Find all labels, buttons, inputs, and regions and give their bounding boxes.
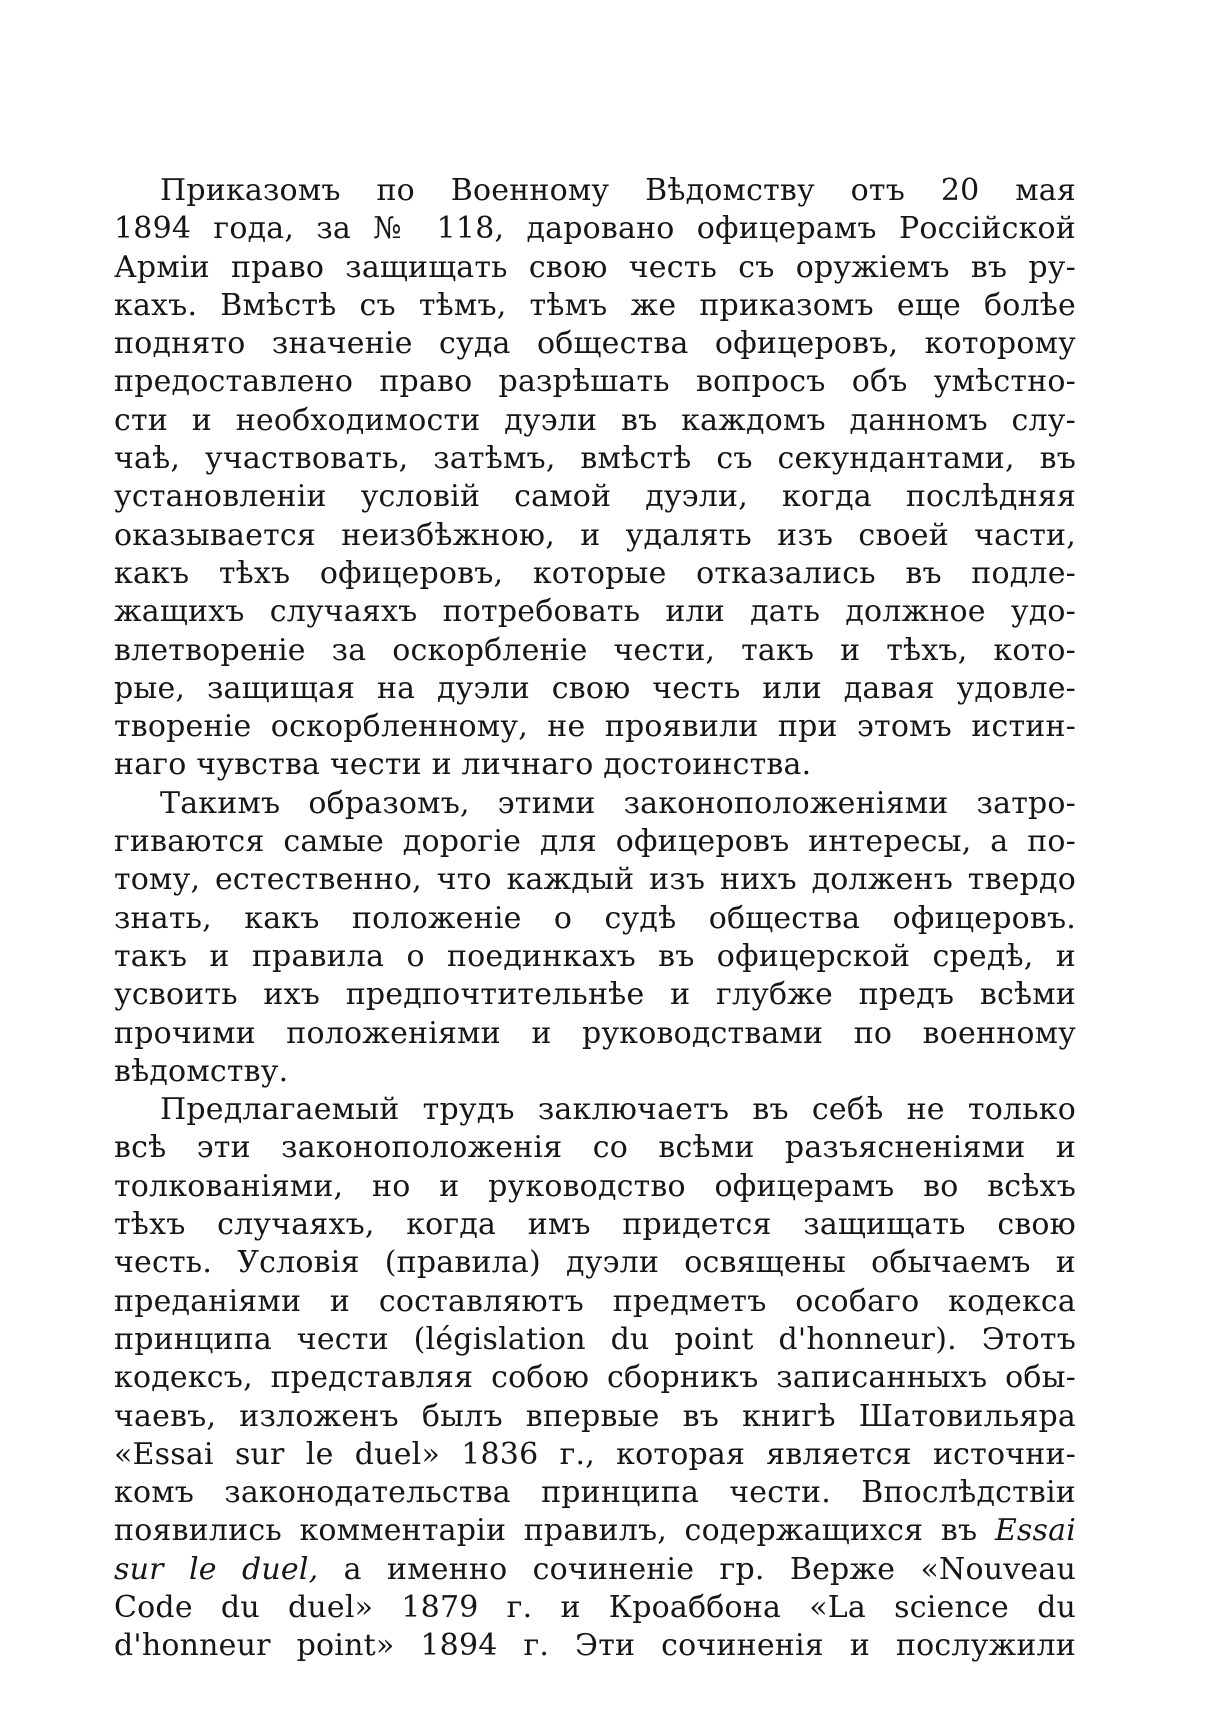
- text-line: [114, 1321, 1076, 1359]
- text-run: тѣхъ случаяхъ, когда имъ придется защищать свою: [114, 1207, 1076, 1243]
- text-run: оказывается неизбѣжною, и удалять изъ своей части,: [114, 517, 1076, 553]
- text-line: [114, 402, 1076, 440]
- text-run: всѣ эти законоположенія со всѣми разъясненіями и: [114, 1130, 1076, 1166]
- text-run: вѣдомству.: [114, 1053, 289, 1089]
- text-run: Такимъ образомъ, этими законоположеніями затро-: [160, 785, 1076, 821]
- text-line: [114, 287, 1076, 325]
- text-line: [114, 1244, 1076, 1282]
- text-run: Арміи право защищать свою честь съ оружіемъ въ ру-: [114, 249, 1076, 285]
- text-line: [114, 746, 1076, 784]
- text-run: знать, какъ положеніе о судѣ общества офицеровъ.: [114, 900, 1076, 936]
- text-line: [114, 325, 1076, 363]
- text-run: а именно сочиненіе гр. Верже «Nouveau: [318, 1551, 1076, 1587]
- text-line: [114, 861, 1076, 899]
- text-run: толкованіями, но и руководство офицерамъ во всѣхъ: [114, 1168, 1076, 1204]
- italic-text-run: sur le duel,: [114, 1551, 319, 1587]
- text-run: сти и необходимости дуэли въ каждомъ данномъ слу-: [114, 402, 1076, 438]
- text-line: [114, 1206, 1076, 1244]
- text-line: [114, 440, 1076, 478]
- text-run: тому, естественно, что каждый изъ нихъ долженъ твердо: [114, 862, 1076, 898]
- text-run: предоставлено право разрѣшать вопросъ объ умѣстно-: [114, 364, 1076, 400]
- text-run: комъ законодательства принципа чести. Впослѣдствіи: [114, 1475, 1076, 1511]
- italic-text-run: Essai: [977, 1513, 1076, 1549]
- text-run: появились комментаріи правилъ, содержащихся въ: [114, 1513, 978, 1549]
- text-run: честь. Условія (правила) дуэли освящены обычаемъ и: [114, 1245, 1076, 1281]
- text-line: [114, 1168, 1076, 1206]
- paragraph: [114, 1091, 1076, 1665]
- text-line: [114, 363, 1076, 401]
- text-line: [114, 1436, 1076, 1474]
- text-line: [114, 1398, 1076, 1436]
- text-run: наго чувства чести и личнаго достоинства.: [114, 747, 812, 783]
- text-run: «Essai sur le duel» 1836 г., которая является источни-: [114, 1436, 1076, 1472]
- text-run: установленіи условій самой дуэли, когда послѣдняя: [114, 479, 1076, 515]
- text-run: Приказомъ по Военному Вѣдомству отъ 20 мая: [160, 173, 1076, 208]
- text-run: гиваются самые дорогіе для офицеровъ интересы, а по-: [114, 824, 1076, 860]
- text-run: жащихъ случаяхъ потребовать или дать должное удо-: [114, 594, 1076, 630]
- text-run: принципа чести (législation du point d'honneur). Этотъ: [114, 1321, 1076, 1357]
- text-line: [114, 1474, 1076, 1512]
- text-run: влетвореніе за оскорбленіе чести, такъ и тѣхъ, кото-: [114, 632, 1076, 668]
- text-run: твореніе оскорбленному, не проявили при этомъ истин-: [114, 709, 1076, 745]
- paragraph: [114, 172, 1076, 785]
- text-run: преданіями и составляютъ предметъ особаго кодекса: [114, 1283, 1076, 1319]
- text-line: [114, 976, 1076, 1014]
- text-run: Code du duel» 1879 г. и Кроаббона «La science du: [114, 1589, 1076, 1625]
- page-text-block: [114, 172, 1076, 1666]
- text-line: [114, 478, 1076, 516]
- text-line: [114, 670, 1076, 708]
- text-run: поднято значеніе суда общества офицеровъ, которому: [114, 326, 1076, 362]
- text-run: Предлагаемый трудъ заключаетъ въ себѣ не только: [160, 1092, 1076, 1128]
- text-line: [114, 1283, 1076, 1321]
- text-line: [114, 555, 1076, 593]
- text-run: прочими положеніями и руководствами по военному: [114, 1015, 1076, 1051]
- text-line: [114, 1551, 1076, 1589]
- text-line: [114, 1359, 1076, 1397]
- text-run: кахъ. Вмѣстѣ съ тѣмъ, тѣмъ же приказомъ еще болѣе: [114, 287, 1076, 323]
- text-run: d'honneur point» 1894 г. Эти сочиненія и послужили: [114, 1628, 1076, 1664]
- text-line: [114, 1589, 1076, 1627]
- text-run: такъ и правила о поединкахъ въ офицерской средѣ, и: [114, 938, 1076, 974]
- text-line: [114, 1091, 1076, 1129]
- text-run: какъ тѣхъ офицеровъ, которые отказались въ подле-: [114, 555, 1076, 591]
- text-line: [114, 249, 1076, 287]
- text-run: чаевъ, изложенъ былъ впервые въ книгѣ Шатовильяра: [114, 1398, 1076, 1434]
- text-line: [114, 210, 1076, 248]
- text-run: 1894 года, за № 118, даровано офицерамъ Россійской: [114, 211, 1076, 247]
- text-line: [114, 938, 1076, 976]
- text-line: [114, 593, 1076, 631]
- text-line: [114, 785, 1076, 823]
- text-run: рые, защищая на дуэли свою честь или давая удовле-: [114, 670, 1076, 706]
- paragraph: [114, 785, 1076, 1091]
- text-line: [114, 517, 1076, 555]
- text-run: чаѣ, участвовать, затѣмъ, вмѣстѣ съ секундантами, въ: [114, 441, 1076, 477]
- text-line: [114, 1129, 1076, 1167]
- text-line: [114, 1627, 1076, 1665]
- text-line: [114, 172, 1076, 210]
- text-line: [114, 1053, 1076, 1091]
- text-line: [114, 1015, 1076, 1053]
- text-line: [114, 708, 1076, 746]
- text-run: усвоить ихъ предпочтительнѣе и глубже предъ всѣми: [114, 977, 1076, 1013]
- text-run: кодексъ, представляя собою сборникъ записанныхъ обы-: [114, 1360, 1076, 1396]
- text-line: [114, 1512, 1076, 1550]
- text-line: [114, 823, 1076, 861]
- text-line: [114, 632, 1076, 670]
- text-line: [114, 900, 1076, 938]
